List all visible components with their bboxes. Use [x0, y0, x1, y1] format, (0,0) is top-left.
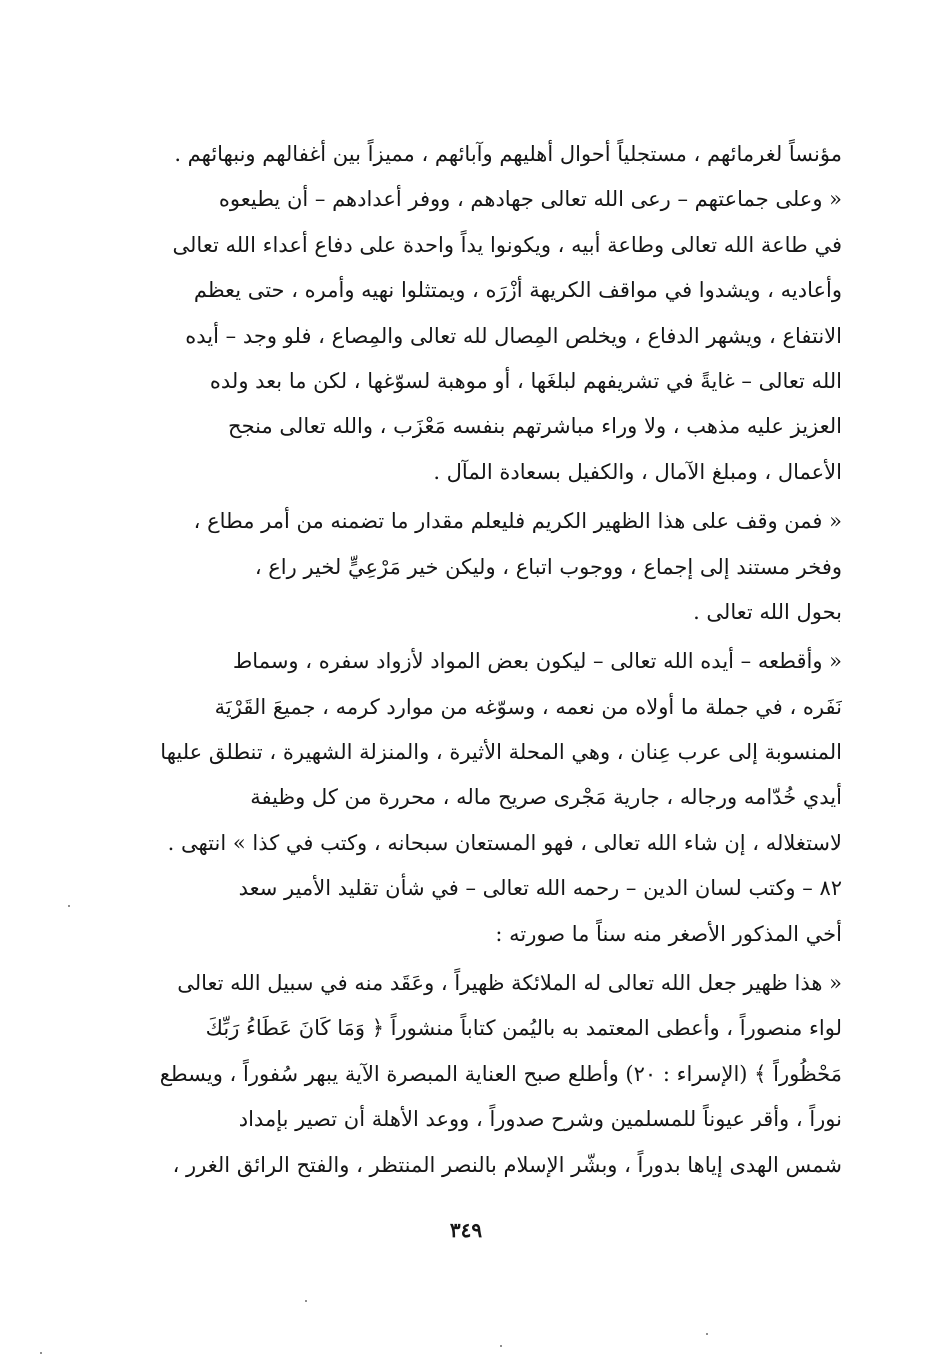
page-number: ٣٤٩ — [449, 1218, 483, 1242]
text-line: وفخر مستند إلى إجماع ، ووجوب اتباع ، وليكن خير مَرْعِيٍّ لخير راع ، — [254, 554, 842, 579]
text-line: وأعاديه ، ويشدوا في مواقف الكريهة أزْرَه ، ويمتثلوا نهيه وأمره ، حتى يعظم — [193, 278, 842, 303]
text-line: أيدي خُدّامه ورجاله ، جارية مَجْرى صريح ماله ، محررة من كل وظيفة — [250, 785, 842, 810]
text-line: في طاعة الله تعالى وطاعة أبيه ، ويكونوا يداً واحدة على دفاع أعداء الله تعالى — [172, 232, 842, 257]
scan-speck — [305, 1300, 307, 1302]
text-line: الله تعالى – غايةً في تشريفهم لبلغَها ، أو موهبة لسوّغها ، لكن ما بعد ولده — [209, 368, 842, 393]
text-line: أخي المذكور الأصغر منه سناً ما صورته : — [495, 921, 842, 946]
text-line: شمس الهدى إياها بدوراً ، وبشّر الإسلام بالنصر المنتظر ، والفتح الرائق الغرر ، — [172, 1152, 842, 1177]
text-line: الأعمال ، ومبلغ الآمال ، والكفيل بسعادة المآل . — [433, 459, 842, 484]
text-line: العزيز عليه مذهب ، ولا وراء مباشرتهم بنفسه مَعْزَب ، والله تعالى منجح — [228, 414, 842, 439]
text-line: مؤنساً لغرمائهم ، مستجلياً أحوال أهليهم وآبائهم ، مميزاً بين أغفالهم ونبهائهم . — [174, 142, 842, 166]
text-line: الانتفاع ، ويشهر الدفاع ، ويخلص المِصال لله تعالى والمِصاع ، فلو وجد – أيده — [185, 323, 842, 348]
text-line: لواء منصوراً ، وأعطى المعتمد به باليُمن كتاباً منشوراً ﴿ وَمَا كَانَ عَطَاءُ رَبِّكَ — [205, 1016, 842, 1041]
text-line: المنسوبة إلى عرب عِنان ، وهي المحلة الأثيرة ، والمنزلة الشهيرة ، تنطلق عليها — [160, 740, 842, 765]
text-line: « وأقطعه – أيده الله تعالى – ليكون بعض المواد لأزواد سفره ، وسماط — [232, 649, 842, 674]
body-text — [132, 132, 842, 1188]
scan-speck — [68, 905, 70, 907]
text-line: لاستغلاله ، إن شاء الله تعالى ، فهو المستعان سبحانه ، وكتب في كذا » انتهى . — [167, 830, 842, 855]
text-line: نوراً ، وأقر عيوناً للمسلمين وشرح صدوراً ، ووعد الأهلة أن تصير بإمداد — [238, 1107, 842, 1132]
text-line: « هذا ظهير جعل الله تعالى له الملائكة ظهيراً ، وعَقَد منه في سبيل الله تعالى — [177, 971, 842, 996]
scan-speck — [40, 1352, 42, 1354]
text-line: نَفَره ، في جملة ما أولاه من نعمه ، وسوّغه من موارد كرمه ، جميعَ القَرْيَة — [214, 694, 842, 719]
section-heading-line: ٨٢ – وكتب لسان الدين – رحمه الله تعالى – في شأن تقليد الأمير سعد — [238, 876, 842, 901]
scan-speck — [706, 1333, 708, 1335]
text-line: بحول الله تعالى . — [693, 599, 842, 624]
text-line: « وعلى جماعتهم – رعى الله تعالى جهادهم ، ووفر أعدادهم – أن يطيعوه — [218, 187, 842, 212]
scan-speck — [500, 1345, 502, 1347]
text-line: مَحْظُوراً ﴾ (الإسراء : ٢٠) وأطلع صبح العناية المبصرة الآية يبهر سُفوراً ، ويسطع — [159, 1061, 842, 1086]
text-line: « فمن وقف على هذا الظهير الكريم فليعلم مقدار ما تضمنه من أمر مطاع ، — [193, 509, 842, 534]
